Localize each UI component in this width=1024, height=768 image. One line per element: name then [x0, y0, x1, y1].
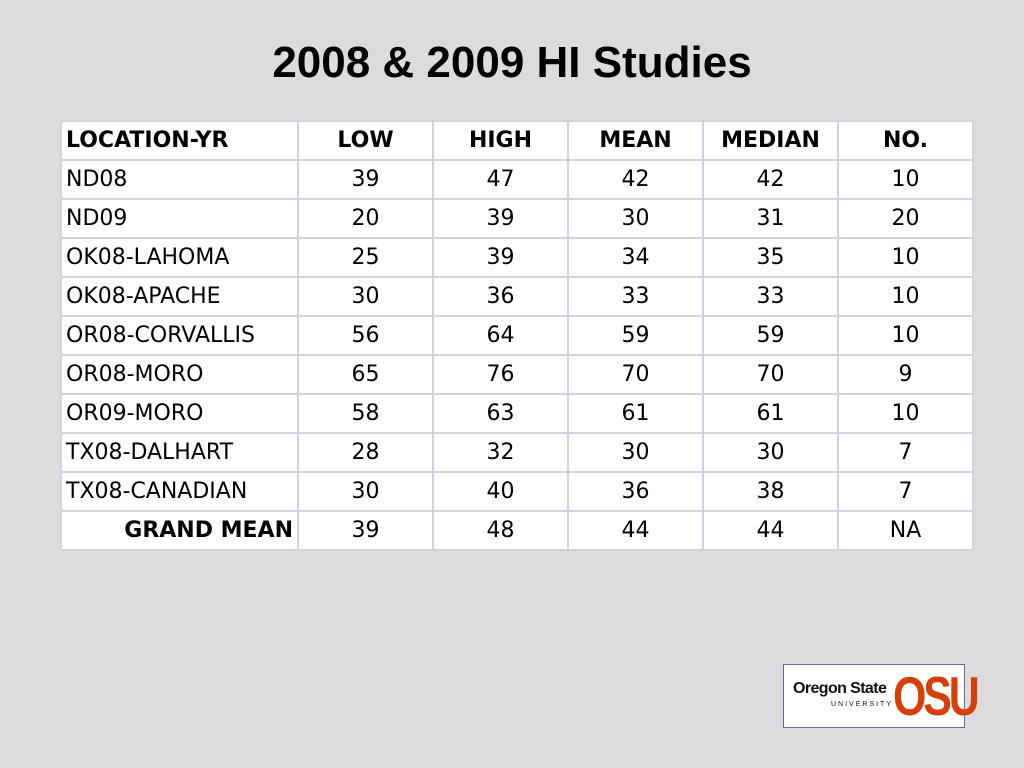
cell-location: OR08-CORVALLIS — [61, 316, 298, 355]
cell-high: 36 — [433, 277, 568, 316]
table-row — [61, 277, 973, 316]
table-row — [61, 160, 973, 199]
cell-median: 35 — [703, 238, 838, 277]
cell-no: 7 — [838, 472, 973, 511]
cell-location: TX08-CANADIAN — [61, 472, 298, 511]
cell-median: 44 — [703, 511, 838, 550]
cell-mean: 42 — [568, 160, 703, 199]
header-high: HIGH — [433, 121, 568, 160]
grand-mean-row — [61, 511, 973, 550]
cell-high: 76 — [433, 355, 568, 394]
table-row — [61, 472, 973, 511]
cell-no: 20 — [838, 199, 973, 238]
cell-high: 64 — [433, 316, 568, 355]
cell-mean: 30 — [568, 433, 703, 472]
cell-high: 32 — [433, 433, 568, 472]
table-header-row — [61, 121, 973, 160]
cell-location: OR08-MORO — [61, 355, 298, 394]
cell-high: 48 — [433, 511, 568, 550]
header-no: NO. — [838, 121, 973, 160]
cell-median: 61 — [703, 394, 838, 433]
cell-no: NA — [838, 511, 973, 550]
cell-location: ND09 — [61, 199, 298, 238]
table-row — [61, 199, 973, 238]
cell-median: 30 — [703, 433, 838, 472]
cell-no: 9 — [838, 355, 973, 394]
cell-mean: 61 — [568, 394, 703, 433]
cell-mean: 44 — [568, 511, 703, 550]
cell-no: 10 — [838, 160, 973, 199]
cell-high: 39 — [433, 238, 568, 277]
cell-no: 7 — [838, 433, 973, 472]
cell-no: 10 — [838, 277, 973, 316]
cell-high: 39 — [433, 199, 568, 238]
table-row — [61, 316, 973, 355]
cell-high: 40 — [433, 472, 568, 511]
cell-low: 58 — [298, 394, 433, 433]
header-location-yr: LOCATION-YR — [61, 121, 298, 160]
cell-mean: 59 — [568, 316, 703, 355]
cell-median: 70 — [703, 355, 838, 394]
oregon-state-logo — [783, 664, 977, 728]
cell-median: 59 — [703, 316, 838, 355]
table-row — [61, 238, 973, 277]
cell-location: TX08-DALHART — [61, 433, 298, 472]
cell-low: 39 — [298, 160, 433, 199]
cell-high: 63 — [433, 394, 568, 433]
cell-low: 65 — [298, 355, 433, 394]
header-low: LOW — [298, 121, 433, 160]
cell-no: 10 — [838, 316, 973, 355]
table-row — [61, 394, 973, 433]
hi-studies-table — [60, 120, 974, 551]
logo-name-text: Oregon State — [793, 680, 887, 697]
cell-high: 47 — [433, 160, 568, 199]
cell-grand-mean-label: GRAND MEAN — [61, 511, 298, 550]
logo-osu-mark: OSU — [893, 665, 977, 727]
cell-mean: 34 — [568, 238, 703, 277]
cell-median: 31 — [703, 199, 838, 238]
header-median: MEDIAN — [703, 121, 838, 160]
cell-low: 30 — [298, 277, 433, 316]
cell-location: OK08-LAHOMA — [61, 238, 298, 277]
logo-university-text: UNIVERSITY — [831, 701, 894, 708]
slide-title: 2008 & 2009 HI Studies — [272, 38, 752, 87]
cell-no: 10 — [838, 394, 973, 433]
table-row — [61, 433, 973, 472]
cell-low: 28 — [298, 433, 433, 472]
header-mean: MEAN — [568, 121, 703, 160]
cell-location: OK08-APACHE — [61, 277, 298, 316]
cell-mean: 30 — [568, 199, 703, 238]
cell-low: 30 — [298, 472, 433, 511]
cell-low: 20 — [298, 199, 433, 238]
cell-low: 25 — [298, 238, 433, 277]
cell-mean: 70 — [568, 355, 703, 394]
cell-median: 42 — [703, 160, 838, 199]
cell-median: 33 — [703, 277, 838, 316]
cell-low: 56 — [298, 316, 433, 355]
cell-mean: 33 — [568, 277, 703, 316]
cell-location: OR09-MORO — [61, 394, 298, 433]
cell-median: 38 — [703, 472, 838, 511]
cell-mean: 36 — [568, 472, 703, 511]
cell-no: 10 — [838, 238, 973, 277]
cell-low: 39 — [298, 511, 433, 550]
cell-location: ND08 — [61, 160, 298, 199]
table-row — [61, 355, 973, 394]
